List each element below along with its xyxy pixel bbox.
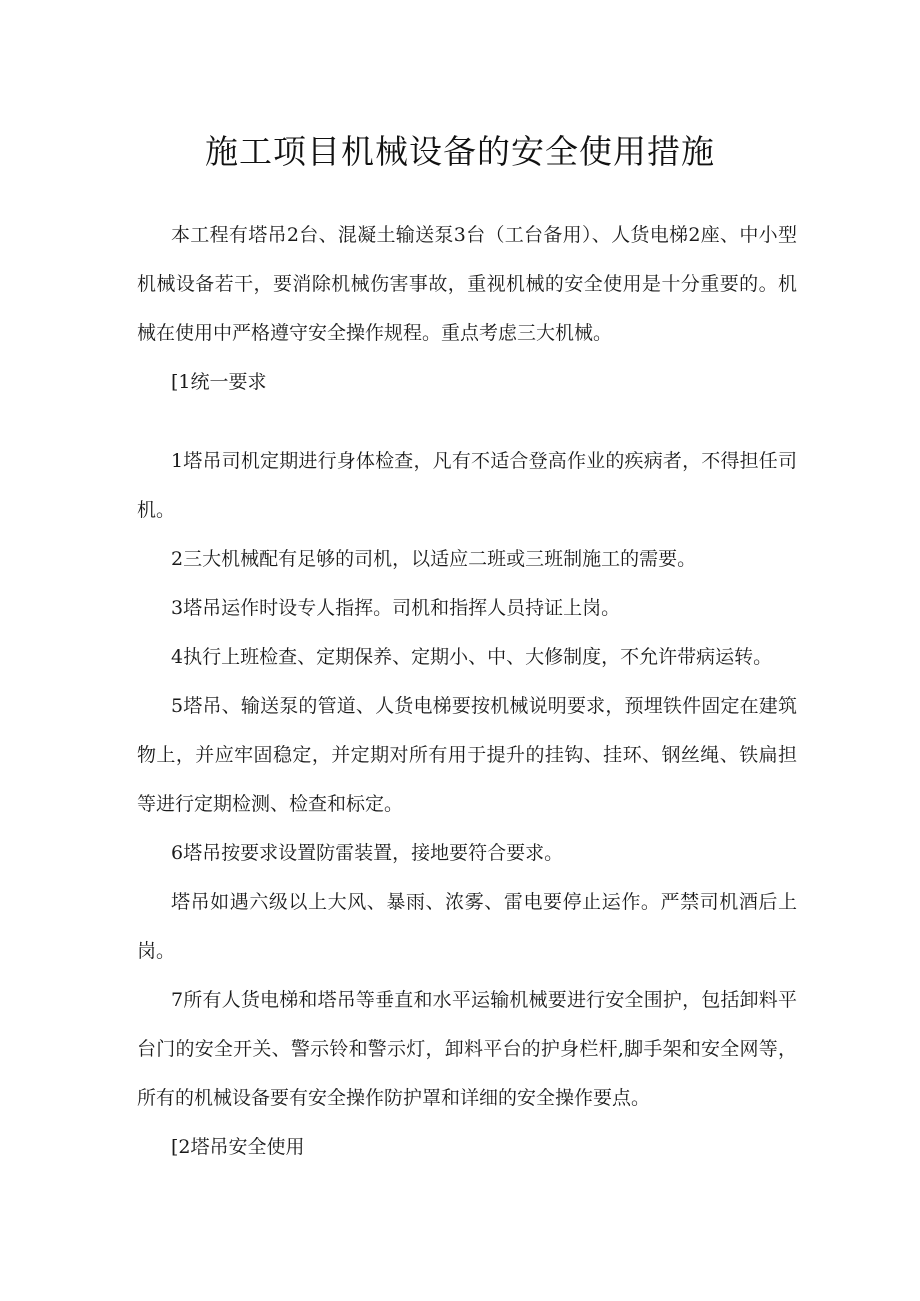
paragraph-intro: 本工程有塔吊2台、混凝土输送泵3台（工台备用）、人货电梯2座、中小型机械设备若干，要消除机械伤害事故，重视机械的安全使用是十分重要的。机械在使用中严格遵守安全操作规程。重点考虑三大机械。 [137,224,797,344]
paragraph-weather-note: 塔吊如遇六级以上大风、暴雨、浓雾、雷电要停止运作。严禁司机酒后上岗。 [137,891,797,962]
paragraph-item-7: 7所有人货电梯和塔吊等垂直和水平运输机械要进行安全围护，包括卸料平台门的安全开关、警示铃和警示灯，卸料平台的护身栏杆,脚手架和安全网等，所有的机械设备要有安全操作防护罩和详细的安全操作要点。 [137,989,797,1109]
spacer [137,407,797,437]
paragraph-item-1: 1塔吊司机定期进行身体检查，凡有不适合登高作业的疾病者，不得担任司机。 [137,450,797,521]
document-body [137,211,797,1172]
section-heading-2: [2塔吊安全使用 [171,1136,305,1158]
paragraph-item-3: 3塔吊运作时设专人指挥。司机和指挥人员持证上岗。 [171,597,621,619]
paragraph-item-2: 2三大机械配有足够的司机，以适应二班或三班制施工的需要。 [171,548,697,570]
paragraph-item-5: 5塔吊、输送泵的管道、人货电梯要按机械说明要求，预埋铁件固定在建筑物上，并应牢固稳定，并定期对所有用于提升的挂钩、挂环、钢丝绳、铁扁担等进行定期检测、检查和标定。 [137,695,797,815]
paragraph-item-6: 6塔吊按要求设置防雷装置，接地要符合要求。 [171,842,564,864]
paragraph-item-4: 4执行上班检查、定期保养、定期小、中、大修制度，不允许带病运转。 [171,646,773,668]
section-heading-1: [1统一要求 [171,371,267,393]
document-title: 施工项目机械设备的安全使用措施 [205,132,715,171]
